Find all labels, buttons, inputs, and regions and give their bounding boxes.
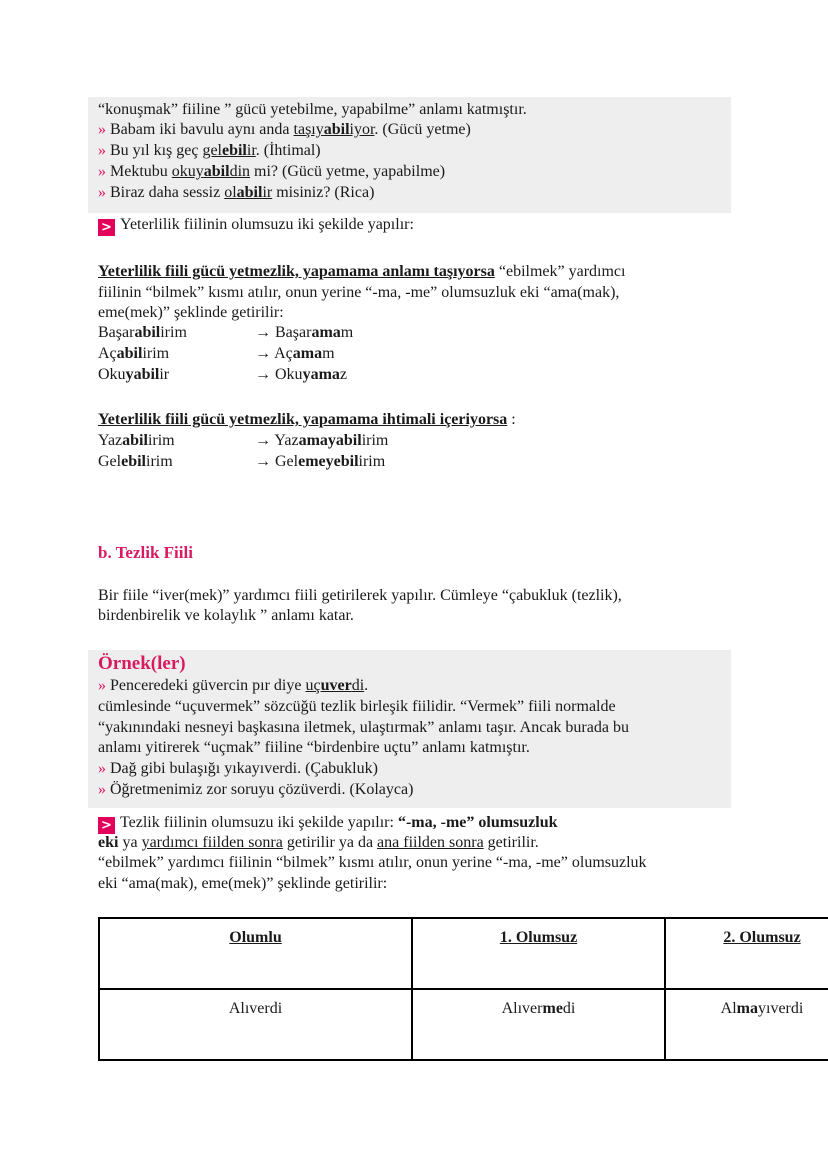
bullet-icon: » [98, 163, 106, 180]
list-item: » Dağ gibi bulaşığı yıkayıverdi. (Çabukluk) [98, 760, 378, 777]
arrow-marker-icon: > [98, 817, 115, 834]
list-item: » Penceredeki güvercin pır diye uçuverdi. [98, 677, 369, 694]
comparison-table [98, 917, 828, 1061]
section-text: Bir fiile “iver(mek)” yardımcı fiili getirilerek yapılır. Cümleye “çabukluk (tezlik), [98, 587, 622, 604]
rule2-heading: Yeterlilik fiili gücü yetmezlik, yapamama ihtimali içeriyorsa : [98, 411, 516, 428]
bullet-icon: » [98, 142, 106, 159]
list-item: » Mektubu okuyabildin mi? (Gücü yetme, yapabilme) [98, 163, 446, 180]
pair-right: → Okuyamaz [255, 366, 347, 383]
example-explanation: anlamı yitirerek “uçmak” fiiline “birdenbire uçtu” anlamı katmıştır. [98, 739, 530, 756]
list-item: » Babam iki bavulu aynı anda taşıyabiliyor. (Gücü yetme) [98, 121, 471, 138]
pair-right: → Yazamayabilirim [255, 432, 389, 449]
bullet-icon: » [98, 760, 106, 777]
list-item: » Bu yıl kış geç gelebilir. (İhtimal) [98, 142, 321, 159]
tezlik-negation-text: eki “ama(mak), eme(mek)” şeklinde getirilir: [98, 875, 388, 892]
rule1-text: eme(mek)” şeklinde getirilir: [98, 304, 284, 321]
pair-left: Gelebilirim [98, 453, 173, 470]
pair-left: Başarabilirim [98, 324, 187, 341]
tezlik-negation-text: “ebilmek” yardımcı fiilinin “bilmek” kısmı atılır, onun yerine “-ma, -me” olumsuzluk [98, 854, 647, 871]
pair-left: Açabilirim [98, 345, 170, 362]
table-header-row [99, 918, 828, 989]
table-header-cell: 1. Olumsuz [412, 918, 665, 989]
rule1-text: fiilinin “bilmek” kısmı atılır, onun yerine “-ma, -me” olumsuzluk eki “ama(mak), [98, 284, 620, 301]
tezlik-negation-text: eki ya yardımcı fiilden sonra getirilir ya da ana fiilden sonra getirilir. [98, 834, 539, 851]
pair-left: Okuyabilir [98, 366, 170, 383]
example-explanation: cümlesinde “uçuvermek” sözcüğü tezlik birleşik fiilidir. “Vermek” fiili normalde [98, 698, 616, 715]
bullet-icon: » [98, 781, 106, 798]
pair-right: → Başaramam [255, 324, 354, 341]
list-item: » Öğretmenimiz zor soruyu çözüverdi. (Kolayca) [98, 781, 414, 798]
bullet-icon: » [98, 184, 106, 201]
example-heading: Örnek(ler) [98, 653, 186, 674]
table-cell: Almayıverdi [665, 989, 828, 1060]
pair-right: → Gelemeyebilirim [255, 453, 386, 470]
arrow-marker-icon: > [98, 219, 115, 236]
list-item: » Biraz daha sessiz olabilir misiniz? (Rica) [98, 184, 375, 201]
table-cell: Alıverdi [99, 989, 412, 1060]
bullet-icon: » [98, 677, 106, 694]
pair-left: Yazabilirim [98, 432, 175, 449]
tezlik-negation-note: > Tezlik fiilinin olumsuzu iki şekilde yapılır: “-ma, -me” olumsuzluk [98, 813, 558, 834]
table-row [99, 989, 828, 1060]
table-header-cell: 2. Olumsuz [665, 918, 828, 989]
ability-intro: “konuşmak” fiiline ” gücü yetebilme, yapabilme” anlamı katmıştır. [98, 101, 527, 118]
section-text: birdenbirelik ve kolaylık ” anlamı katar. [98, 607, 354, 624]
negation-note: > Yeterlilik fiilinin olumsuzu iki şekilde yapılır: [98, 215, 414, 236]
bullet-icon: » [98, 121, 106, 138]
table-header-cell: Olumlu [99, 918, 412, 989]
table-cell: Alıvermedi [412, 989, 665, 1060]
section-title: b. Tezlik Fiili [98, 543, 193, 562]
example-explanation: “yakınındaki nesneyi başkasına iletmek, ulaştırmak” anlamı taşır. Ancak burada bu [98, 719, 629, 736]
rule1-heading: Yeterlilik fiili gücü yetmezlik, yapamama anlamı taşıyorsa “ebilmek” yardımcı [98, 263, 626, 280]
pair-right: → Açamam [255, 345, 335, 362]
